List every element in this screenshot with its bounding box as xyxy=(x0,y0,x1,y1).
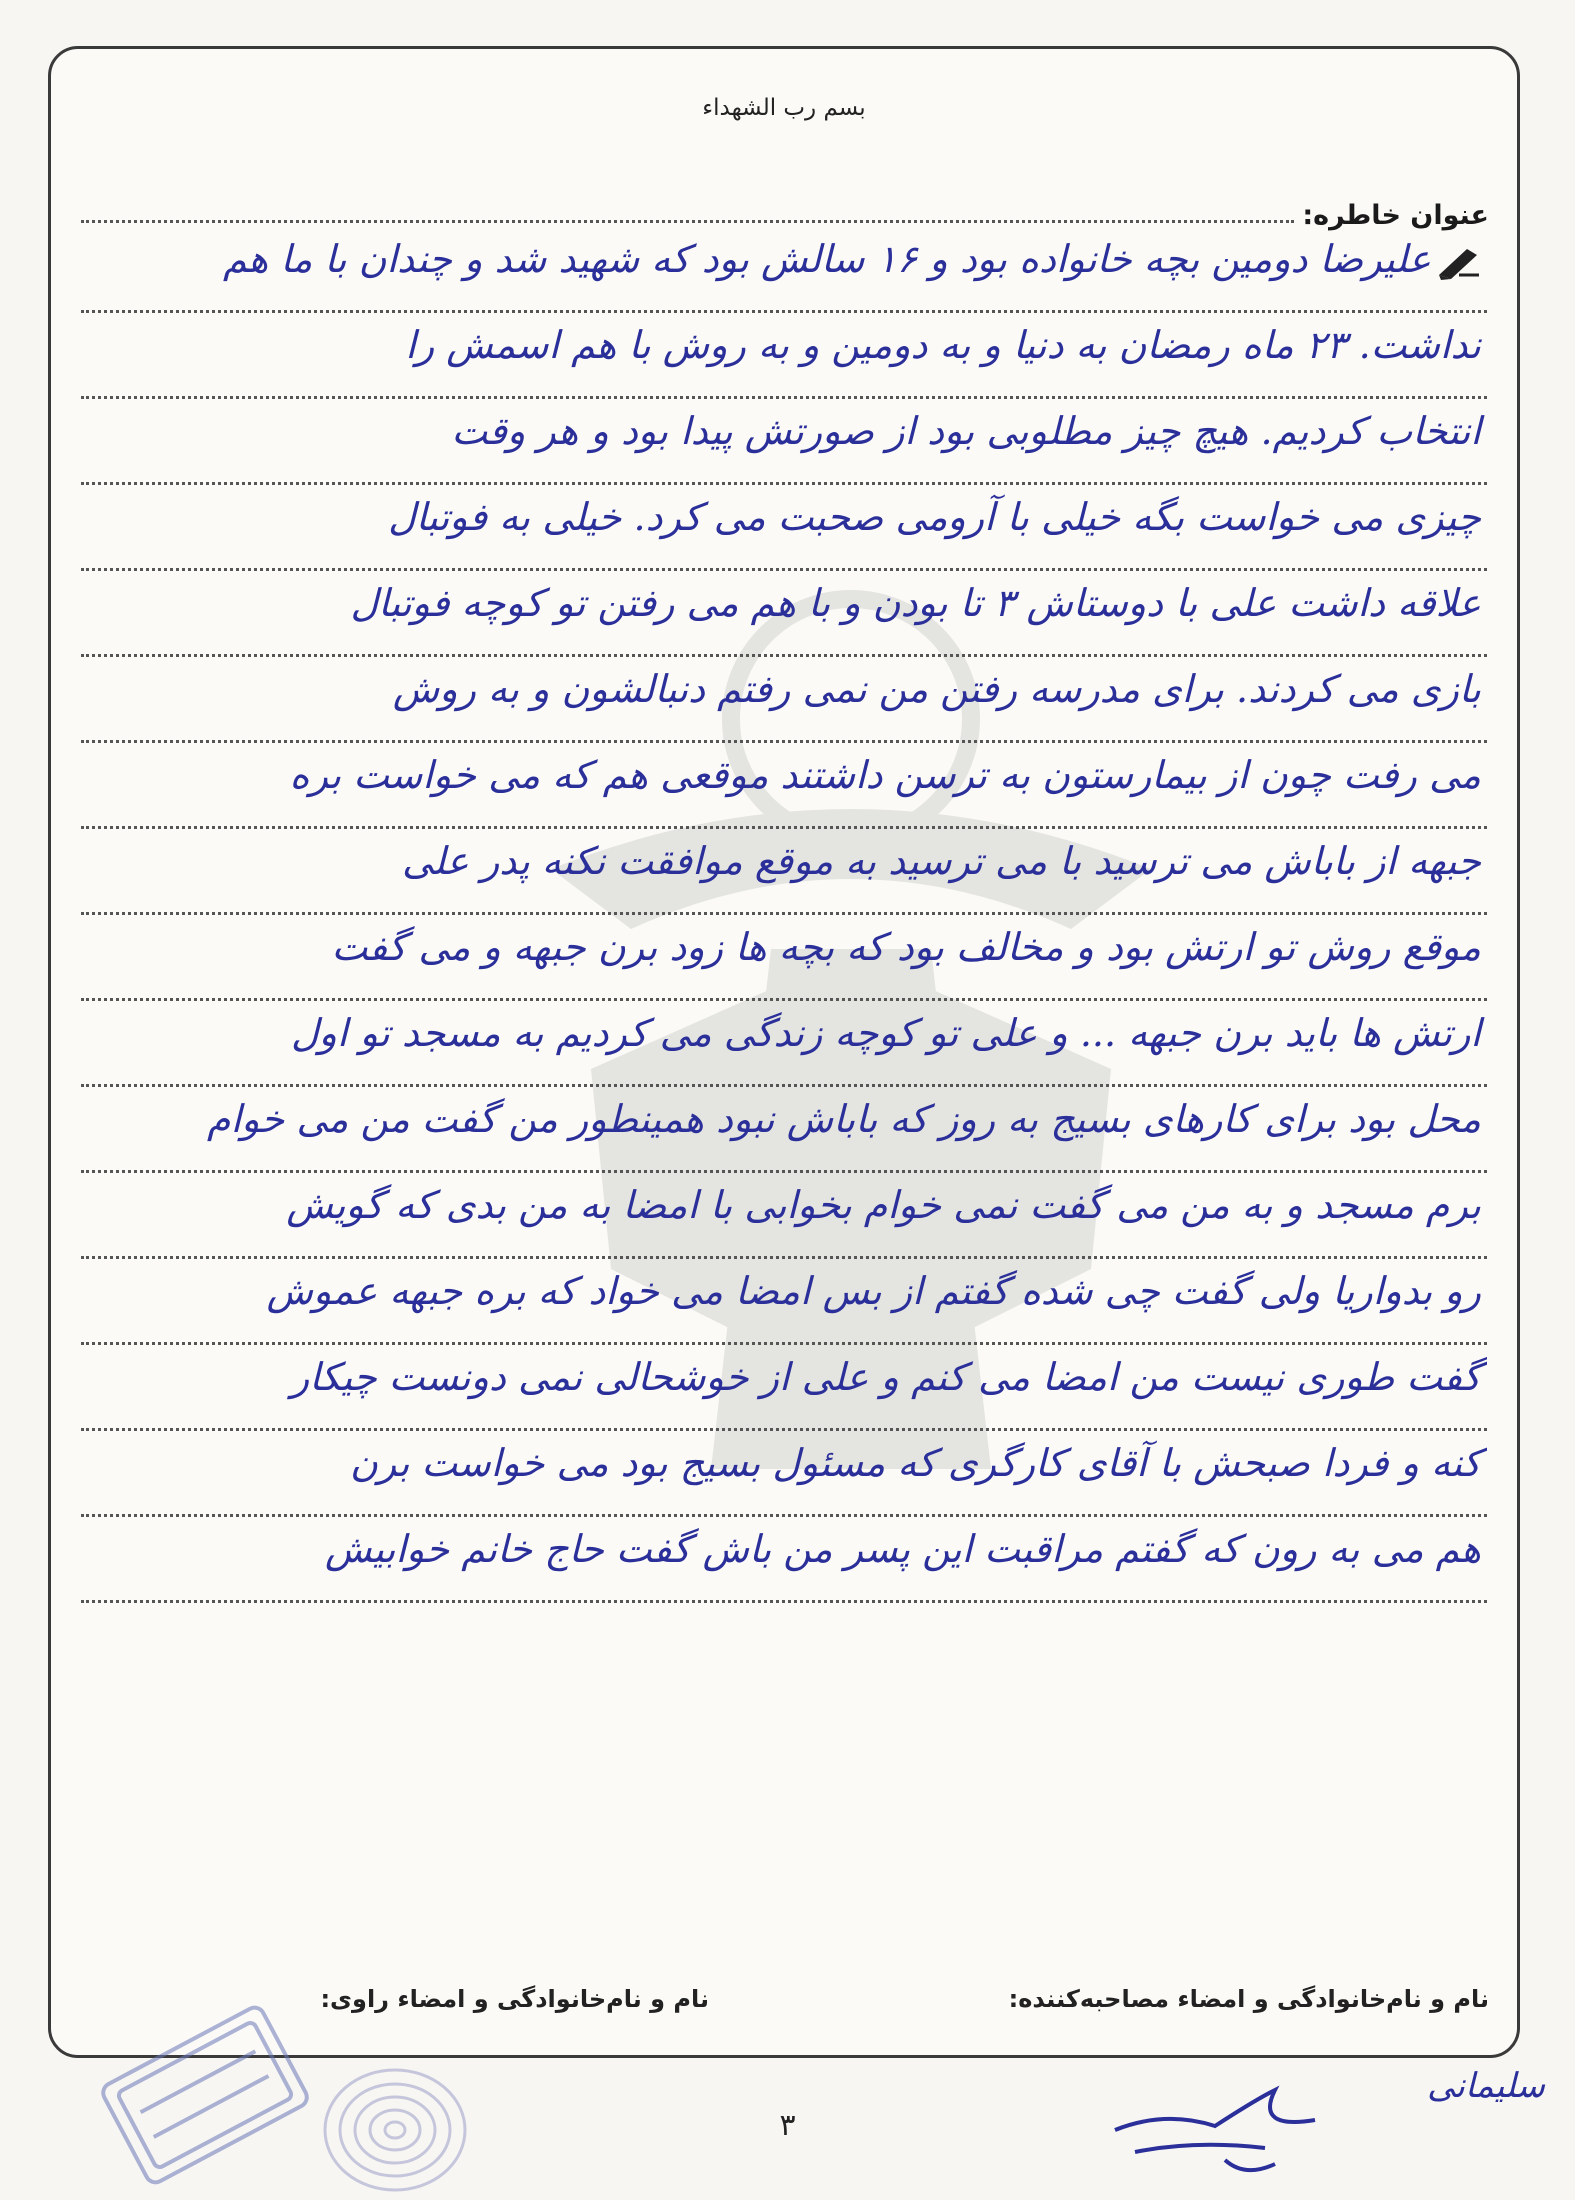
memoir-line: موقع روش تو ارتش بود و مخالف بود که بچه ها زود برن جبهه و می گفت xyxy=(81,915,1487,1001)
memoir-line: جبهه از باباش می ترسید با می ترسید به موقع موافقت نکنه پدر علی xyxy=(81,829,1487,915)
memoir-line: برم مسجد و به من می گفت نمی خوام بخوابی با امضا به من بدی که گویش xyxy=(81,1173,1487,1259)
memoir-line: انتخاب کردیم. هیچ چیز مطلوبی بود از صورتش پیدا بود و هر وقت xyxy=(81,399,1487,485)
memoir-line: علاقه داشت علی با دوستاش ۳ تا بودن و با هم می رفتن تو کوچه فوتبال xyxy=(81,571,1487,657)
title-row xyxy=(81,181,1489,231)
narrator-handwritten-name: سلیمانی xyxy=(1427,2066,1545,2106)
memoir-line: هم می به رون که گفتم مراقبت این پسر من باش گفت حاج خانم خوابیش xyxy=(81,1517,1487,1603)
official-stamp xyxy=(90,2000,320,2190)
memoir-form-sheet xyxy=(48,46,1520,2058)
memoir-line: رو بدواریا ولی گفت چی شده گفتم از بس امضا می خواد که بره جبهه عموش xyxy=(81,1259,1487,1345)
memoir-line: نداشت. ۲۳ ماه رمضان به دنیا و به دومین و به روش با هم اسمش را xyxy=(81,313,1487,399)
memoir-line: کنه و فردا صبحش با آقای کارگری که مسئول بسیج بود می خواست برن xyxy=(81,1431,1487,1517)
memoir-line: گفت طوری نیست من امضا می کنم و علی از خوشحالی نمی دونست چیکار xyxy=(81,1345,1487,1431)
title-label: عنوان خاطره: xyxy=(1302,200,1489,231)
memoir-line xyxy=(81,227,1487,313)
memoir-line: چیزی می خواست بگه خیلی با آرومی صحبت می کرد. خیلی به فوتبال xyxy=(81,485,1487,571)
page-heading: بسم رب الشهداء xyxy=(702,95,866,121)
title-field[interactable] xyxy=(81,210,1294,223)
interviewer-signature-label: نام و نام‌خانوادگی و امضاء مصاحبه‌کننده: xyxy=(1008,1985,1489,2013)
memoir-line-text: علیرضا دومین بچه خانواده بود و ۱۶ سالش بود که شهید شد و چندان با ما هم xyxy=(223,237,1431,281)
pen-icon xyxy=(1437,245,1481,281)
memoir-line: می رفت چون از بیمارستون به ترسن داشتند موقعی هم که می خواست بره xyxy=(81,743,1487,829)
page-number: ۳ xyxy=(779,2108,796,2143)
narrator-signature-label: نام و نام‌خانوادگی و امضاء راوی: xyxy=(320,1985,709,2013)
memoir-line: ارتش ها باید برن جبهه ... و علی تو کوچه زندگی می کردیم به مسجد تو اول xyxy=(81,1001,1487,1087)
memoir-line: بازی می کردند. برای مدرسه رفتن من نمی رفتم دنبالشون و به روش xyxy=(81,657,1487,743)
memoir-line: محل بود برای کارهای بسیج به روز که باباش نبود همینطور من گفت من می خوام xyxy=(81,1087,1487,1173)
